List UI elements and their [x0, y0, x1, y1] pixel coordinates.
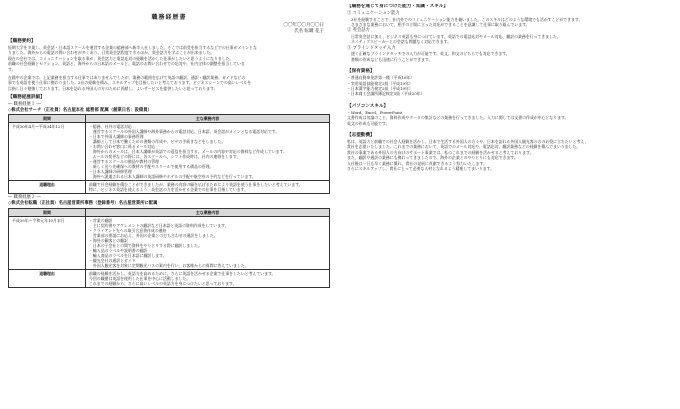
- duty-line: 日本の子会社との間で資料をやりとりする際に翻訳しました。: [89, 242, 202, 248]
- reason-line: 前職で社会経験を積むことができましたが、業務の内容の幅を広げるためにより英語を使う仕事をしたいと考えています。: [89, 182, 303, 188]
- qualification-item: ・日本商工会議所簿記検定3級（平成20年）: [347, 91, 425, 97]
- text-line: 前職の社会経験とセクション、英語と、海外からの日本語のメールと、電話のお問い合わせでの応対や、社内全体の調整を担当していま: [8, 61, 245, 67]
- history-1-reason-label: 退職理由: [9, 181, 86, 194]
- document-date: 〇〇年〇〇月〇〇日: [283, 23, 324, 28]
- text-line: 3社を経験することで、社内外でのコミュニケーション能力を養いました。このスキルはどのような環境でも活かすことができます。: [351, 16, 583, 22]
- duty-line: 営業部の要請にお応え、外国の企業との打ち合わせの通訳をしました。: [89, 232, 218, 238]
- duty-line: 運営するスクールの外国人講師や海外事務からの電話対応。日本語、英会話がメインとなる電話対応です。: [89, 129, 280, 135]
- text-line: 速く正確なブラインドタッチでの入力が可能です。英文、和文のどちらでも対応できます。: [351, 51, 510, 57]
- duties-header: 主な業務内容: [86, 208, 330, 216]
- pc-skills-heading: 【パソコンスキル】: [347, 103, 389, 109]
- duty-line: 講師として日本で働くための書類の作成や、ビザの手続きなどをしました。: [89, 139, 226, 145]
- text-line: 短期大学を卒業し、英会話・日本語スクールを運営する企業の総務部へ新卒入社しました。そこでは前受を担当するなどでの仕事がメインとな: [8, 45, 257, 50]
- period-header: 期間: [9, 208, 86, 216]
- duty-line: 外国人観光客を対象に定期観光バスの案内を行い、お客様からの質問に答えていました。: [89, 262, 249, 268]
- text-line: ネイティブスピーカーとの会話も問題なく対応できます。: [351, 39, 452, 45]
- text-line: す。: [8, 66, 16, 72]
- duty-line: ・運営するスクールの備品や教材の管理: [89, 159, 159, 165]
- duty-line: 海外からのメールは、日本人講師が英語での返信を担当する。メールの内容や対応の資料など作成しています。: [89, 149, 287, 155]
- text-line: 目指し日々勉強しております。日本を訪れる外国人の方のために貢献し、よいサービスを提供したいと思っております。: [8, 85, 218, 91]
- reason-line: 今回の職歴は英語を使用した仕事を中心に活動しました。: [89, 275, 191, 281]
- history-1-table: [8, 114, 330, 194]
- text-line: 文書作成は勿論のこと、資料作成やデータの集計などの業務を行ってきました。入力に関しては文書の作成が中心となります。: [347, 115, 569, 121]
- duty-line: 海外へ派遣される日本人講師の英語研修やホテルの手配や航空券の予約などを行っています。: [89, 174, 256, 180]
- text-line: 入社後は一日も早く業務に慣れ、貴社の発展に貢献できるよう努力いたします。: [347, 160, 487, 166]
- history-2-period: 平成35年～令和元年10月末日: [9, 216, 86, 269]
- text-line: 在籍中の企業では、上記業務を担当する仕事ではありませんでしたが、業務の範囲を広げて英語の翻訳、通訳・翻訳業務、ガイドなどの: [8, 75, 246, 81]
- text-line: りました。海外からの電話の問い合わせが多くあり、日常英会話程度できるほか、英会話力を学ぶことが出来ました。: [8, 50, 215, 56]
- history-2-duties: [86, 216, 330, 269]
- summary-heading: 【職務要約】: [8, 39, 36, 44]
- reason-line: 前職の経験を活かし、英語力を高めるために、さらに英語を活かせる企業で仕事をしたいと考えています。: [89, 270, 276, 276]
- history-1-duties: [86, 123, 330, 181]
- document-title: 職務経歴書: [151, 14, 187, 21]
- text-line: また、翻訳や通訳の業務にも携わってきましたので、海外の企業とのやりとりにも対応できます。: [347, 155, 518, 161]
- text-line: 私は、英語力と前職での社会人経験を活かし、日本で生活する外国人の方々や、日本を訪れる外国人観光客の方のお役に立ちたいと考え、: [347, 139, 589, 145]
- skills-heading: 【職務を通じて身につけた能力・知識・スキル】: [347, 4, 448, 9]
- document-page-right: [347, 4, 672, 405]
- text-line: 貴社の事業である外国人の方向けのサポート事業では、私のこれまでの経験を活かせると考えております。: [347, 149, 534, 155]
- duty-line: ・輸入品のラベルや説明書の翻訳: [89, 247, 148, 253]
- history-1-label: ― 職務経歴１ ―: [8, 102, 41, 108]
- history-2-reason: [86, 269, 330, 287]
- qualification-item: ・実用英語技能検定2級（平成19年）: [347, 80, 413, 86]
- duty-line: ・海外の顧客との翻訳: [89, 237, 128, 243]
- duty-line: ・観光会社の通訳とガイド: [89, 257, 136, 263]
- duty-line: ・日本人講師の研修管理: [89, 169, 132, 175]
- duty-line: ・営業の翻訳: [89, 217, 113, 223]
- history-2-label: ― 職務経歴２ ―: [8, 195, 41, 201]
- history-1-reason: [86, 181, 330, 194]
- applicant-name: 氏名 転職 花子: [294, 29, 324, 34]
- qualifications-heading: 【保有資格】: [347, 69, 375, 75]
- duty-line: ・クライアント先への取引合意書作成の連絡: [89, 227, 167, 233]
- skill-3-title: ③ ブラインドタッチ入力: [347, 45, 396, 51]
- text-line: 英文の作成も可能です。: [347, 120, 390, 126]
- period-header: 期間: [9, 115, 86, 123]
- history-2-table: [8, 208, 330, 288]
- skill-2-title: ② 英会話力: [347, 28, 370, 34]
- text-line: さらにスキルアップし、貴社にとって必要な人材となれるよう精進してまいります。: [347, 166, 495, 172]
- duty-line: ・お問い合わせ窓口に係るメール対応: [89, 144, 156, 150]
- history-heading: 【職務経歴詳細】: [8, 95, 45, 101]
- text-line: 事でも英語を使う仕事に携わりました。2社の経験を積み、スキルアップを目指したいと考えております。ビジネスシーンでの高いレベルを: [8, 80, 252, 86]
- qualification-item: ・日本漢字能力検定2級（平成19年）: [347, 86, 413, 92]
- text-line: 書類の作成なども迅速に行うことができます。: [351, 56, 433, 62]
- reason-line: 特に、ビジネス英語を使えるよう、英会話の力を活かせる企業での仕事を目指しています。: [89, 187, 249, 193]
- history-1-period: 平成30年4月～平成34年12月: [9, 123, 86, 181]
- qualification-item: ・普通自動車免許第一種（平成16年）: [347, 75, 415, 81]
- duty-line: ・日本で外国人講師の事務管理: [89, 134, 144, 140]
- duty-line: ルールの変更などの際には、各スクールへ、シフト作成時は、社内の連絡をします。: [89, 154, 241, 160]
- skill-1-title: ① コミュニケーション能力: [347, 11, 400, 16]
- duty-line: 輸入商品のラベルを日本語に翻訳します。: [89, 252, 167, 258]
- history-1-company: ◇株式会社サーチ（正社員）名古屋本社 総務部 配属（創業日名：設備員）: [8, 107, 152, 113]
- history-2-company: ◇株式会社転職（正社員）名古屋営業所事務（登録番号）名古屋営業所に配属: [8, 201, 158, 207]
- text-line: 日常英会話に加え、ビジネス英語も身につけています。英語での電話応対やメール対応、翻訳の業務を行ってきました。: [351, 34, 561, 39]
- summary-text: [8, 45, 330, 91]
- history-2-reason-label: 退職理由: [9, 269, 86, 287]
- text-line: 貴社を志望いたしました。これまでの業務において、英語でのメール対応や、電話応対、翻訳業務などの経験を積んでまいりました。: [347, 144, 581, 150]
- text-line: 現在の会社では、コミュニケーションを取る事が、英会話力と電話応対の経験を活かした仕事がしたいと思うようになりました。: [8, 55, 234, 61]
- duties-header: 主な業務内容: [86, 115, 330, 123]
- document-page-left: [8, 4, 330, 405]
- motivation-heading: 【志望動機】: [347, 133, 375, 139]
- text-line: さまざまな業務において、相手の立場に立った対応ができることを意識して仕事に取り組んでいます。: [351, 22, 530, 27]
- duty-line: 主に契約書やアグレメントの翻訳など日本語と英語の資料作成をしています。: [89, 222, 229, 228]
- duty-line: ・総務、社外の電話対応: [89, 124, 132, 130]
- duty-line: 新しく送り先確保への教材の手配やスクールで使用する備品の管理。: [89, 164, 214, 170]
- reason-line: これまでの経験から、さらに高いレベルの英語力を身につけたいと思っております。: [89, 280, 237, 286]
- pc-skills-list: ・Word、Excel、PowerPoint: [347, 109, 403, 115]
